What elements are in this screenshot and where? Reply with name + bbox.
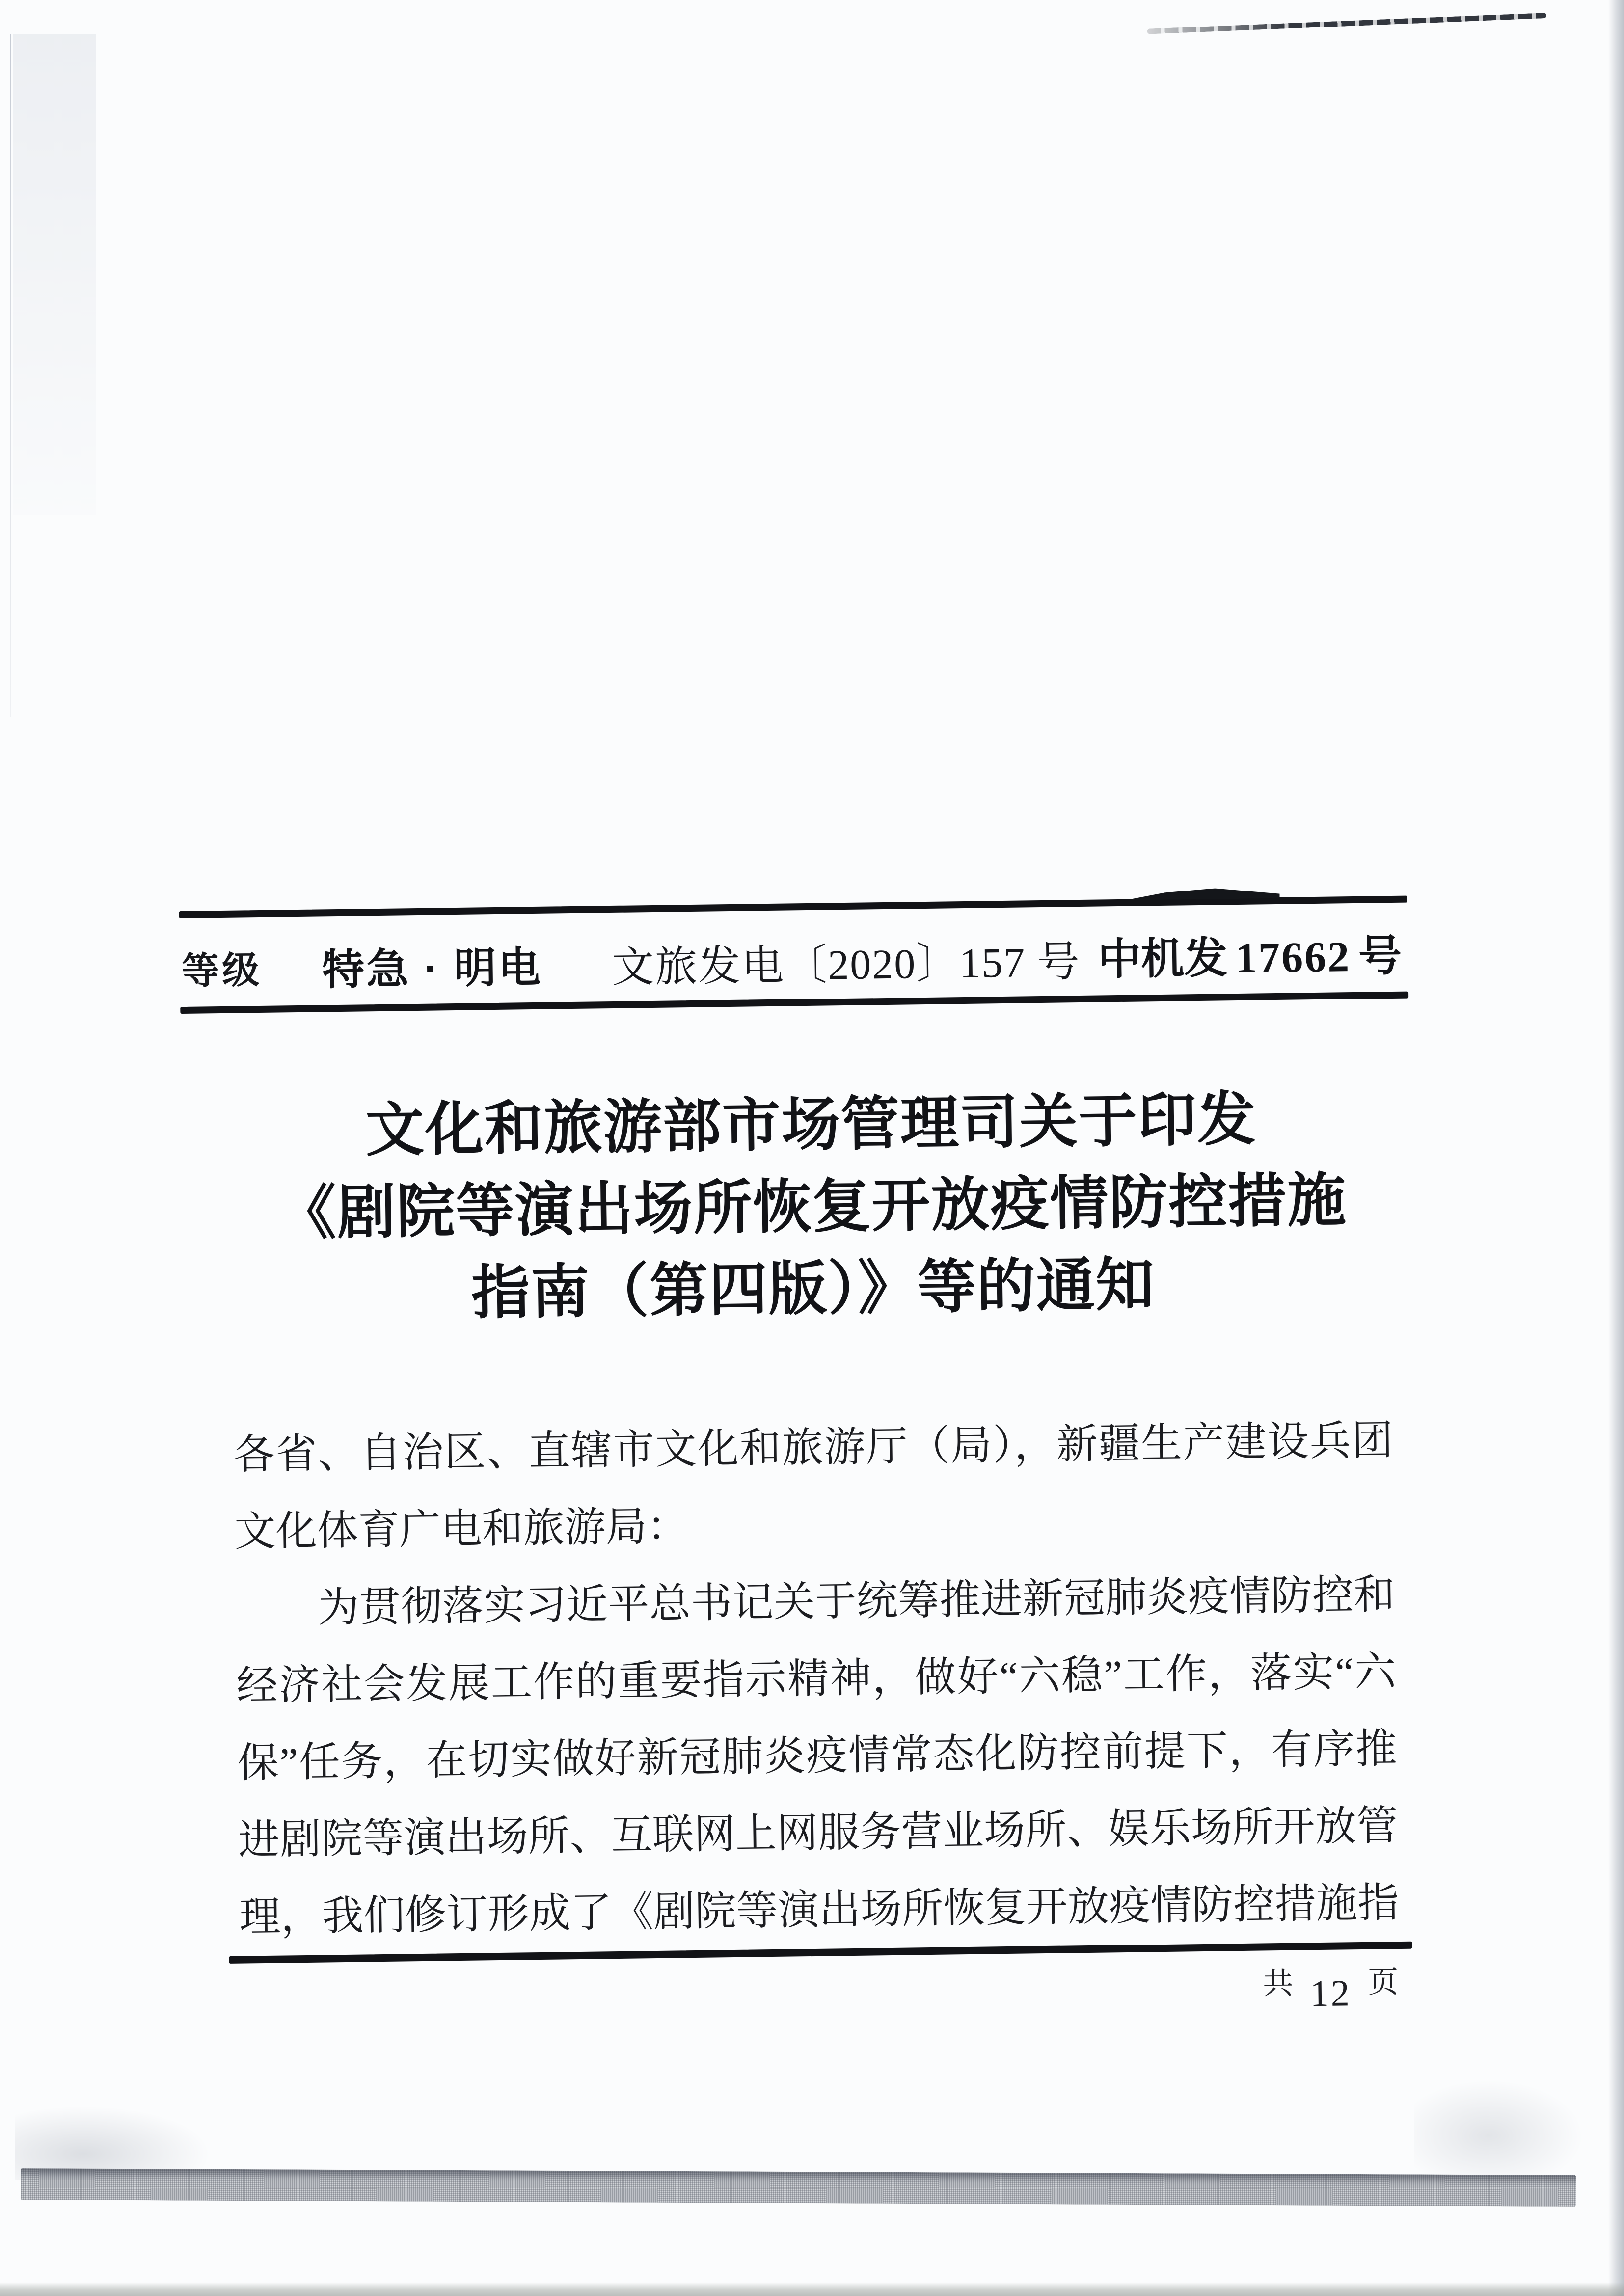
page-count-value: 12 [1310, 1972, 1352, 2015]
body-line-paragraph-5: 理，我们修订形成了《剧院等演出场所恢复开放疫情防控措施指 [239, 1880, 1399, 1941]
body-line-paragraph-4: 进剧院等演出场所、互联网上网服务营业场所、娱乐场所开放管 [238, 1803, 1398, 1864]
serial-number-value: 17662 [1235, 933, 1351, 983]
header-top-rule [179, 896, 1407, 918]
body-line-paragraph-1: 为贯彻落实习近平总书记关于统筹推进新冠肺炎疫情防控和 [318, 1572, 1396, 1631]
header-serial-number [1097, 932, 1402, 984]
scan-artifact-header-wedge [1132, 888, 1279, 900]
document-title-line-3: 指南（第四版）》等的通知 [471, 1252, 1156, 1326]
body-line-recipients: 各省、自治区、直辖市文化和旅游厅（局），新疆生产建设兵团 [233, 1418, 1394, 1478]
page-count-unit-label: 页 [1367, 1966, 1399, 1999]
body-line-paragraph-2: 经济社会发展工作的重要指示精神，做好“六稳”工作，落实“六 [236, 1649, 1397, 1709]
body-line-recipients-2: 文化体育广电和旅游局： [234, 1504, 689, 1555]
header-bottom-rule [180, 992, 1408, 1014]
body-line-paragraph-3: 保”任务，在切实做好新冠肺炎疫情常态化防控前提下，有序推 [237, 1726, 1398, 1786]
serial-prefix: 中机发 [1097, 935, 1228, 984]
page-count-note [1262, 1966, 1399, 2015]
header-document-number: 文旅发电〔2020〕157 号 [611, 938, 1081, 991]
document-title-line-1: 文化和旅游部市场管理司关于印发 [365, 1087, 1257, 1163]
serial-suffix: 号 [1358, 932, 1402, 981]
document-title-line-2: 《剧院等演出场所恢复开放疫情防控措施 [277, 1168, 1348, 1246]
header-level-label: 等级 [181, 949, 263, 993]
header-urgency-label: 特急 · 明电 [322, 944, 543, 994]
page-count-total-label: 共 [1262, 1967, 1294, 2001]
footer-rule [229, 1942, 1412, 1964]
